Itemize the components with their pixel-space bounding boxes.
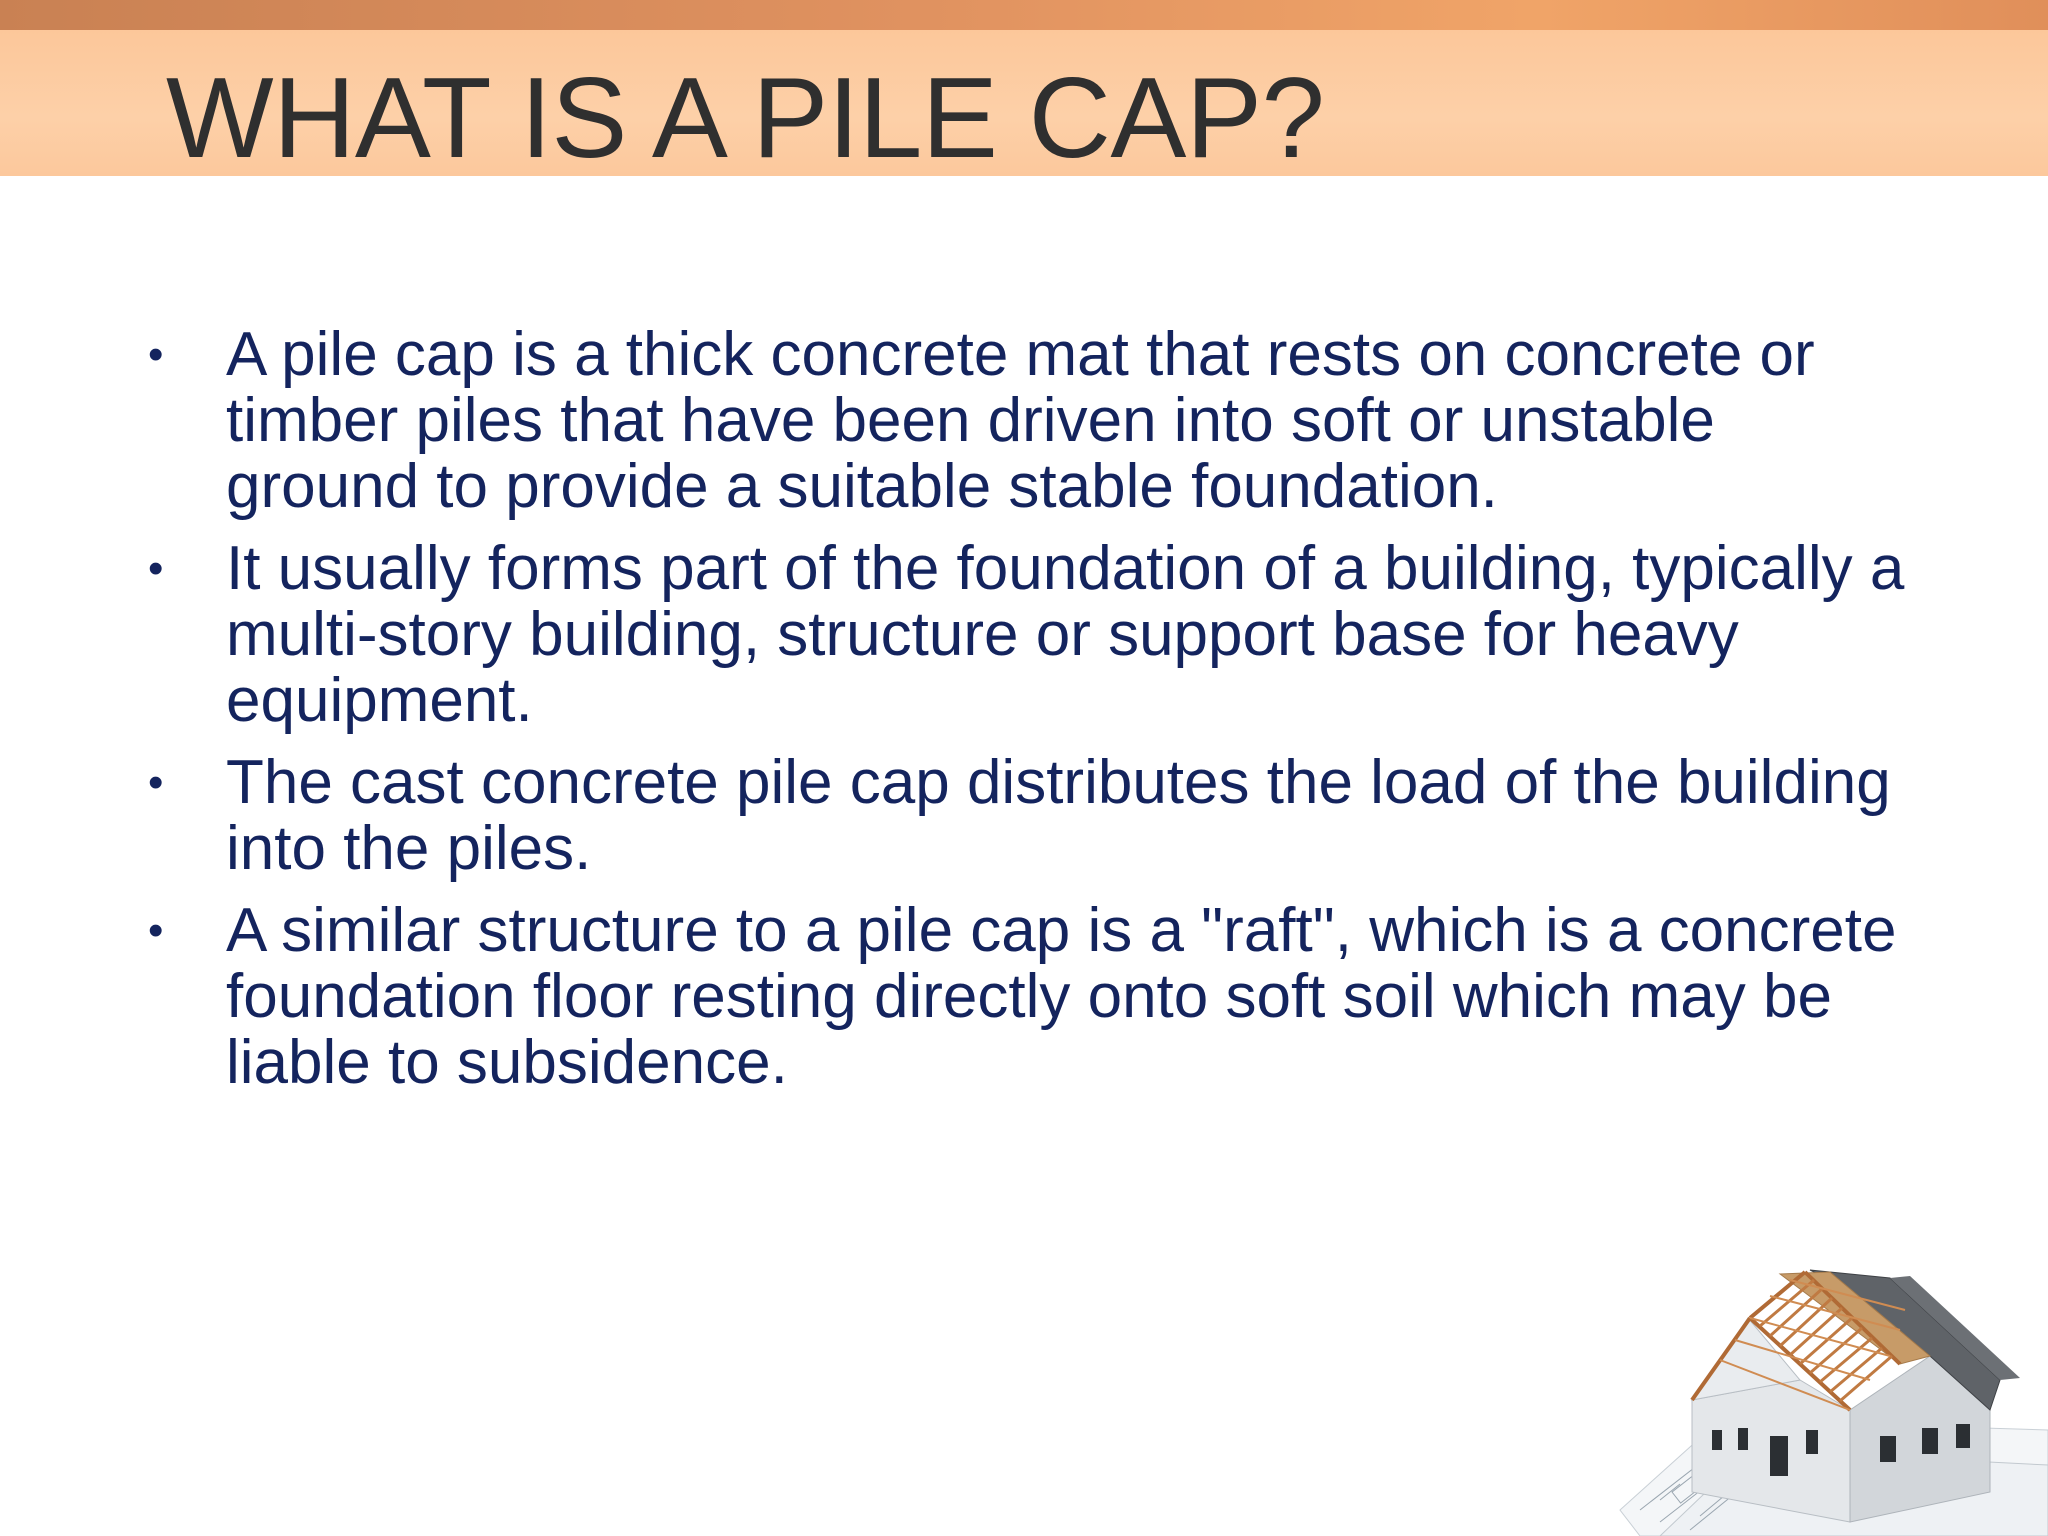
bullet-text: It usually forms part of the foundation of a building, typically a multi-story building, structure or support base for heavy equipment.	[226, 534, 1905, 735]
bullet-icon: •	[148, 544, 164, 593]
bullet-list	[140, 322, 1920, 1112]
header-accent-strip	[0, 0, 2048, 30]
bullet-item	[140, 322, 1920, 520]
bullet-item	[140, 536, 1920, 734]
bullet-text: A similar structure to a pile cap is a "raft", which is a concrete foundation floor resting directly onto soft soil which may be liable to subsidence.	[226, 896, 1897, 1097]
bullet-icon: •	[148, 758, 164, 807]
house-construction-image	[1600, 1260, 2048, 1536]
bullet-icon: •	[148, 330, 164, 379]
bullet-text: The cast concrete pile cap distributes the load of the building into the piles.	[226, 748, 1891, 883]
bullet-item	[140, 750, 1920, 882]
bullet-text: A pile cap is a thick concrete mat that rests on concrete or timber piles that have been driven into soft or unstable ground to provide a suitable stable foundation.	[226, 320, 1815, 521]
slide-title: WHAT IS A PILE CAP?	[166, 55, 1325, 182]
bullet-icon: •	[148, 906, 164, 955]
bullet-item	[140, 898, 1920, 1096]
